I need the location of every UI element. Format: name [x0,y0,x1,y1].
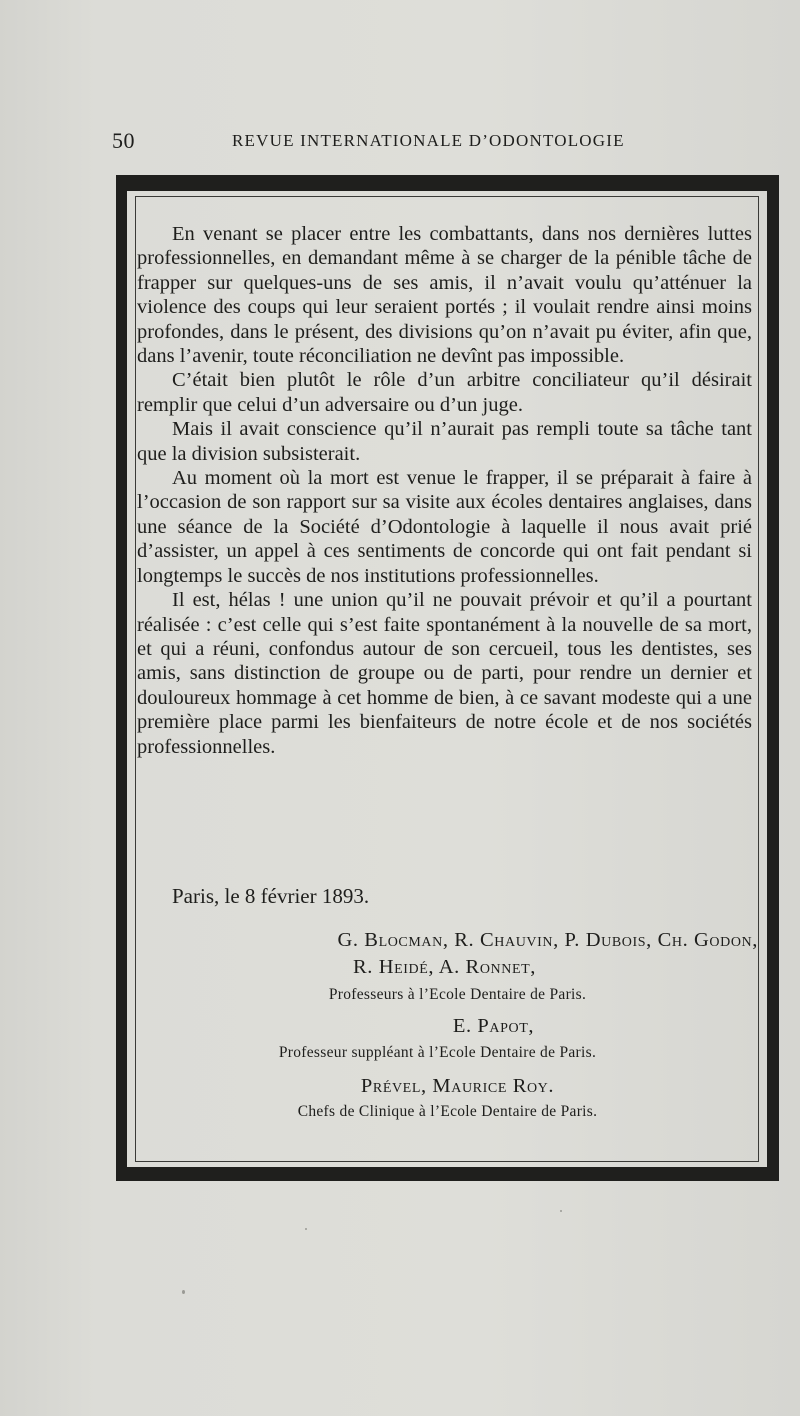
signatory-title-assistant-professor: Professeur suppléant à l’Ecole Dentaire de Paris. [278,1044,597,1061]
signatory-papot: E. Papot, [452,1015,535,1037]
page-number: 50 [112,128,135,153]
paper-speck [182,1290,185,1294]
signatories-title-clinic-chiefs: Chefs de Clinique à l’Ecole Dentaire de Paris. [297,1103,598,1120]
paper-speck [560,1210,562,1212]
tribute-text [137,222,752,759]
paragraph: Il est, hélas ! une union qu’il ne pouvait prévoir et qu’il a pourtant réalisée : c’est celle qui s’est faite spontanément à la nouvelle de sa mort, et qui a réuni, confondus autour de son cercueil, tous les dentistes, ses amis, sans distinction de groupe ou de parti, pour rendre un dernier et douloureux hommage à cet homme de bien, à ce savant modeste qui a une première place parmi les bienfaiteurs de notre école et de nos sociétés professionnelles. [137,589,752,758]
signatories-line-2: R. Heidé, A. Ronnet, [352,956,536,978]
paragraph: Au moment où la mort est venue le frapper, il se préparait à faire à l’occasion de son rapport sur sa visite aux écoles dentaires anglaises, dans une séance de la Société d’Odontologie à laquelle il nous avait prié d’assister, un appel à ces sentiments de concorde qui ont fait pendant si longtemps le succès de nos institutions professionnelles. [137,467,752,587]
signatories-title-professors: Professeurs à l’Ecole Dentaire de Paris. [328,986,587,1003]
signatories-prevel-roy: Prével, Maurice Roy. [360,1075,555,1097]
journal-title: REVUE INTERNATIONALE D’ODONTOLOGIE [232,131,625,150]
signatories-line-1: G. Blocman, R. Chauvin, P. Dubois, Ch. Godon, [337,929,758,951]
running-head [0,128,800,154]
paragraph: En venant se placer entre les combattants, dans nos dernières luttes professionnelles, en demandant même à se charger de la pénible tâche de frapper sur quelques-uns de ses amis, il n’avait voulu qu’atténuer la violence des coups qui leur seraient portés ; il voulait rendre ainsi moins profondes, dans le présent, des divisions qu’on n’avait pu éviter, afin que, dans l’avenir, toute réconciliation ne devînt pas impossible. [137,223,752,368]
paper-speck [305,1228,307,1230]
paragraph: C’était bien plutôt le rôle d’un arbitre conciliateur qu’il désirait remplir que celui d’un adversaire ou d’un juge. [137,369,752,416]
dateline: Paris, le 8 février 1893. [172,884,370,908]
paragraph: Mais il avait conscience qu’il n’aurait pas rempli toute sa tâche tant que la division subsisterait. [137,418,752,465]
